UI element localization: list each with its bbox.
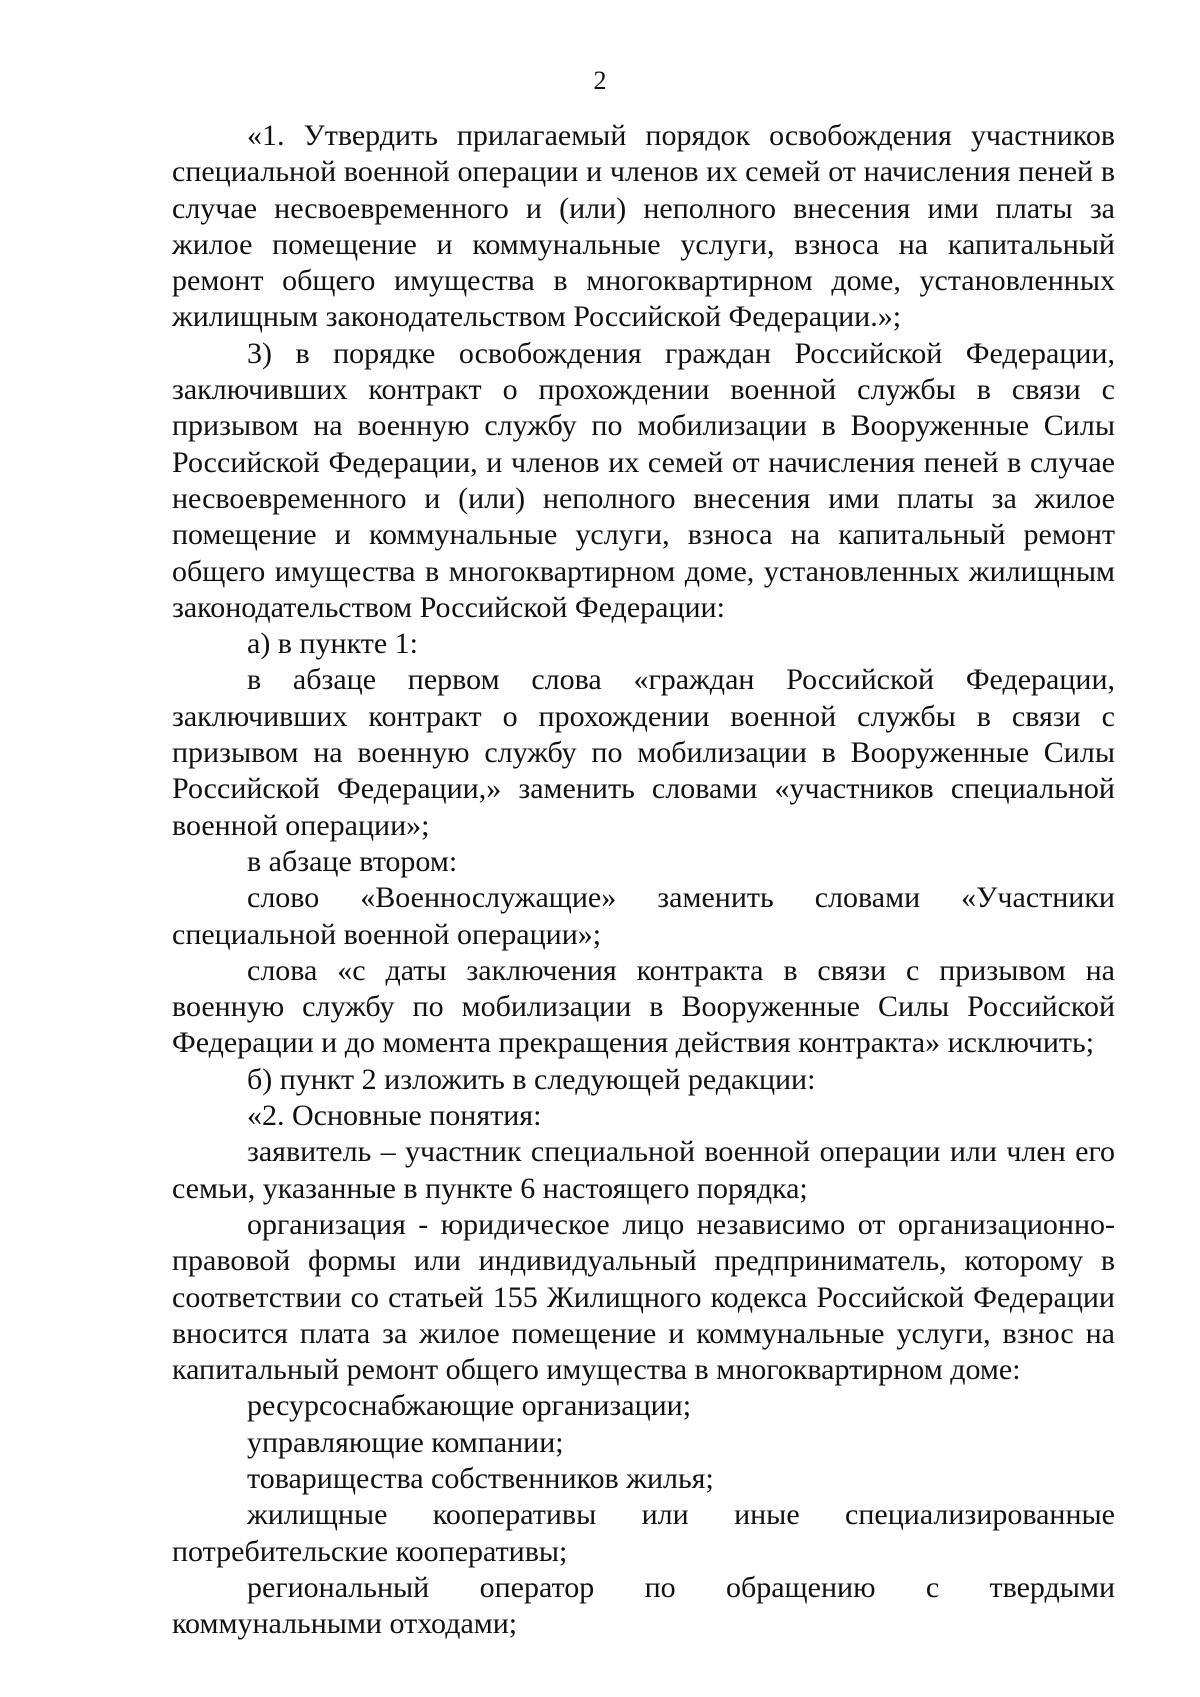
paragraph-basic-concepts: «2. Основные понятия: — [247, 1099, 542, 1133]
page-number: 2 — [593, 66, 607, 95]
paragraph-first-abzac: в абзаце первом слова «граждан Российской Федерации, заключивших контракт о прохождении военной службы в связи с призывом на военную службу по мобилизации в Вооруженные Силы Российской Федерации,» заменить словами «участников специальной военной операции»; — [172, 663, 1115, 842]
paragraph-applicant-definition: заявитель – участник специальной военной операции или член его семьи, указанные в пункте 6 настоящего порядка; — [172, 1135, 1115, 1205]
list-item-resource-supply: ресурсоснабжающие организации; — [247, 1389, 692, 1423]
list-item-management-companies: управляющие компании; — [247, 1425, 564, 1459]
document-body — [172, 118, 1115, 1642]
paragraph-item-3: 3) в порядке освобождения граждан Российской Федерации, заключивших контракт о прохождении военной службы в связи с призывом на военную службу по мобилизации в Вооруженные Силы Российской Федерации, и членов их семей от начисления пеней в случае несвоевременного и (или) неполного внесения ими платы за жилое помещение и коммунальные услуги, взноса на капитальный ремонт общего имущества в многоквартирном доме, установленных жилищным законодательством Российской Федерации: — [172, 336, 1115, 624]
paragraph-approve-procedure: «1. Утвердить прилагаемый порядок освобождения участников специальной военной операции и членов их семей от начисления пеней в случае несвоевременного и (или) неполного внесения ими платы за жилое помещение и коммунальные услуги, взноса на капитальный ремонт общего имущества в многоквартирном доме, установленных жилищным законодательством Российской Федерации.»; — [172, 119, 1115, 334]
list-item-waste-operator: региональный оператор по обращению с твердыми коммунальными отходами; — [172, 1570, 1115, 1641]
list-item-cooperatives: жилищные кооперативы или иные специализированные потребительские кооперативы; — [172, 1498, 1115, 1568]
paragraph-exclude-words: слова «с даты заключения контракта в связи с призывом на военную службу по мобилизации в Вооруженные Силы Российской Федерации и до момента прекращения действия контракта» исключить; — [172, 953, 1115, 1060]
list-item-hoa: товарищества собственников жилья; — [247, 1461, 714, 1495]
paragraph-second-abzac: в абзаце втором: — [247, 844, 458, 878]
paragraph-subitem-b: б) пункт 2 изложить в следующей редакции: — [247, 1062, 816, 1096]
paragraph-organization-definition: организация - юридическое лицо независимо от организационно-правовой формы или индивидуальный предприниматель, которому в соответствии со статьей 155 Жилищного кодекса Российской Федерации вносится плата за жилое помещение и коммунальные услуги, взнос на капитальный ремонт общего имущества в многоквартирном доме: — [172, 1207, 1115, 1387]
paragraph-replace-word: слово «Военнослужащие» заменить словами «Участники специальной военной операции»; — [172, 881, 1115, 951]
paragraph-subitem-a: а) в пункте 1: — [247, 627, 419, 661]
